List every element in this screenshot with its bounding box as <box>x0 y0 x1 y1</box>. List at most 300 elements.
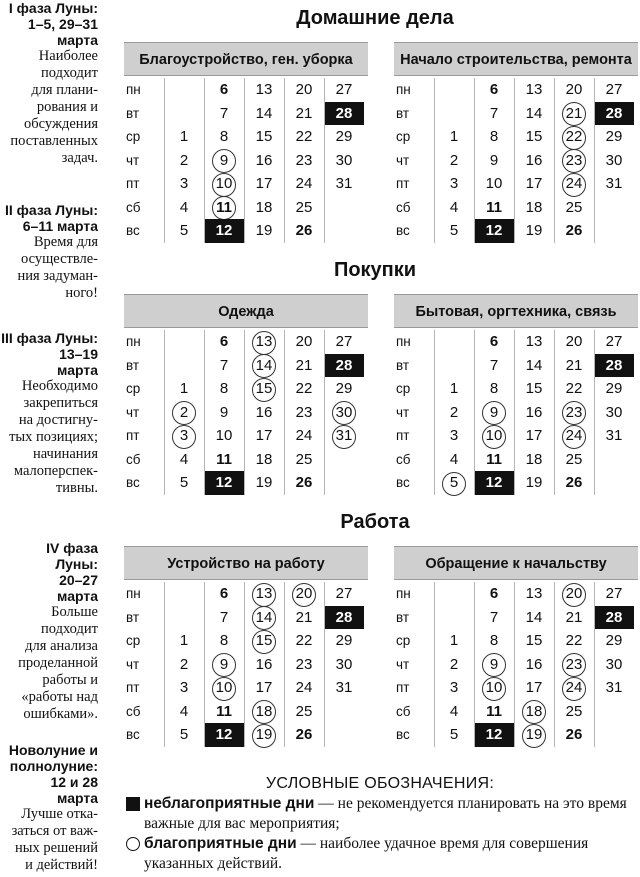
date-cell <box>324 219 364 243</box>
date-cell: 4 <box>449 702 459 720</box>
calendar-row <box>124 149 368 173</box>
date-cell: 22 <box>554 125 594 149</box>
date-cell: 2 <box>179 655 189 673</box>
date-cell: 8 <box>219 632 229 649</box>
moon-phase-block <box>0 0 98 167</box>
date-cell: 18 <box>255 198 273 216</box>
date-cell: 3 <box>449 427 459 444</box>
moon-phase-sidebar <box>0 0 98 877</box>
date-cell: 25 <box>565 450 583 468</box>
calendar-row <box>394 78 638 102</box>
weekday-label: чт <box>126 152 140 168</box>
weekday-label: ср <box>126 381 141 396</box>
weekday-label: пн <box>396 82 411 97</box>
date-cell: 31 <box>605 175 623 192</box>
date-cell: 31 <box>605 427 623 444</box>
date-cell: 20 <box>295 333 313 350</box>
section-title: Покупки <box>333 259 417 281</box>
weekday-label: ср <box>396 129 411 144</box>
date-cell: 23 <box>295 655 313 673</box>
date-cell: 3 <box>179 175 189 192</box>
date-cell: 24 <box>295 175 313 192</box>
date-cell: 15 <box>244 377 284 401</box>
moon-phase-text: Больше подходит для анализа проделанной работы и «работы над ошибками». <box>18 604 98 722</box>
moon-phase-block <box>0 742 98 874</box>
legend-desc: — наиболее удачное время для совершения указанных действий. <box>144 835 589 872</box>
weekday-label: вт <box>126 609 140 625</box>
date-cell: 14 <box>244 354 284 378</box>
date-cell <box>324 700 364 724</box>
date-cell: 13 <box>525 585 543 602</box>
date-cell: 9 <box>204 149 244 173</box>
date-cell: 20 <box>565 81 583 98</box>
date-cell: 8 <box>219 380 229 397</box>
weekday-label: чт <box>126 404 140 420</box>
calendar-header: Одежда <box>124 294 368 328</box>
legend-title: УСЛОВНЫЕ ОБОЗНАЧЕНИЯ: <box>265 775 495 792</box>
date-cell: 6 <box>219 585 229 602</box>
date-cell: 13 <box>525 333 543 350</box>
calendar-row <box>394 471 638 495</box>
moon-phase-text: Наиболее подходит для плани- рования и обсуждения поставленных задач. <box>10 48 98 166</box>
date-cell: 1 <box>179 632 189 649</box>
calendar-row <box>124 196 368 220</box>
calendar-header: Начало строительства, ремонта <box>394 42 638 76</box>
calendar-row <box>124 448 368 472</box>
date-cell: 27 <box>335 585 353 602</box>
calendar-table <box>124 294 368 495</box>
calendar-row <box>394 676 638 700</box>
date-cell: 26 <box>565 726 583 743</box>
date-cell: 2 <box>449 403 459 421</box>
calendar-table <box>394 42 638 243</box>
date-cell: 2 <box>449 655 459 673</box>
calendar-table <box>124 546 368 747</box>
date-cell: 9 <box>204 653 244 677</box>
date-cell: 8 <box>489 632 499 649</box>
date-cell: 23 <box>554 653 594 677</box>
date-cell <box>164 78 204 102</box>
date-cell: 30 <box>605 151 623 169</box>
weekday-label: чт <box>396 152 410 168</box>
date-cell: 9 <box>219 403 229 421</box>
calendar-header: Благоустройство, ген. уборка <box>124 42 368 76</box>
date-cell: 18 <box>255 450 273 468</box>
weekday-label: вс <box>126 475 140 490</box>
date-cell <box>434 582 474 606</box>
date-cell: 28 <box>324 102 364 126</box>
calendar-row <box>394 102 638 126</box>
date-cell <box>164 582 204 606</box>
weekday-label: вс <box>396 727 410 742</box>
calendar-row <box>124 676 368 700</box>
date-cell: 23 <box>554 401 594 425</box>
date-cell <box>594 196 634 220</box>
date-cell: 13 <box>244 330 284 354</box>
date-cell <box>164 606 204 630</box>
date-cell: 5 <box>179 222 189 239</box>
weekday-label: чт <box>396 656 410 672</box>
date-cell: 22 <box>295 128 313 145</box>
calendar-row <box>394 606 638 630</box>
calendar-row <box>394 377 638 401</box>
calendar-row <box>124 582 368 606</box>
date-cell: 25 <box>565 198 583 216</box>
date-cell: 25 <box>295 702 313 720</box>
date-cell: 26 <box>295 222 313 239</box>
date-cell <box>434 606 474 630</box>
calendar-row <box>124 172 368 196</box>
weekday-label: пт <box>396 428 410 443</box>
date-cell: 16 <box>255 655 273 673</box>
date-cell: 1 <box>449 128 459 145</box>
date-cell: 27 <box>335 333 353 350</box>
calendar-row <box>124 78 368 102</box>
date-cell: 10 <box>204 172 244 196</box>
calendar-row <box>124 653 368 677</box>
calendar-table <box>124 42 368 243</box>
date-cell: 26 <box>565 474 583 491</box>
calendar-row <box>124 723 368 747</box>
date-cell: 14 <box>525 104 543 122</box>
moon-phase-title: Новолуние и полнолуние: 12 и 28 марта <box>8 742 98 806</box>
date-cell: 16 <box>525 655 543 673</box>
calendar-row <box>394 401 638 425</box>
date-cell: 20 <box>565 333 583 350</box>
weekday-label: сб <box>396 451 411 467</box>
date-cell: 29 <box>335 632 353 649</box>
date-cell: 10 <box>485 175 503 192</box>
date-cell: 28 <box>594 102 634 126</box>
date-cell: 11 <box>216 450 232 468</box>
calendar-row <box>124 102 368 126</box>
calendar-row <box>394 629 638 653</box>
moon-phase-text: Необходимо закрепиться на достигну- тых позициях; начинания малоперспек- тивны. <box>9 378 98 496</box>
date-cell: 30 <box>335 655 353 673</box>
calendar-row <box>394 219 638 243</box>
date-cell: 25 <box>295 450 313 468</box>
date-cell: 24 <box>554 424 594 448</box>
date-cell: 26 <box>295 726 313 743</box>
date-cell: 6 <box>489 333 499 350</box>
weekday-label: пн <box>396 334 411 349</box>
weekday-label: пт <box>396 680 410 695</box>
weekday-label: сб <box>126 703 141 719</box>
date-cell: 20 <box>554 582 594 606</box>
weekday-label: сб <box>126 451 141 467</box>
date-cell: 23 <box>554 149 594 173</box>
date-cell: 12 <box>204 219 244 243</box>
calendar-row <box>124 424 368 448</box>
date-cell: 11 <box>216 702 232 720</box>
date-cell: 14 <box>525 356 543 374</box>
calendar-row <box>124 471 368 495</box>
weekday-label: ср <box>396 633 411 648</box>
date-cell: 17 <box>255 175 273 192</box>
date-cell: 30 <box>324 401 364 425</box>
weekday-label: ср <box>126 633 141 648</box>
calendar-row <box>394 448 638 472</box>
date-cell: 21 <box>554 102 594 126</box>
weekday-label: пн <box>126 82 141 97</box>
date-cell: 4 <box>449 198 459 216</box>
date-cell: 16 <box>255 403 273 421</box>
moon-phase-block <box>0 540 98 723</box>
date-cell: 3 <box>179 679 189 696</box>
date-cell: 6 <box>489 585 499 602</box>
calendar-row <box>124 606 368 630</box>
calendar-row <box>124 700 368 724</box>
moon-phase-title: IV фаза Луны: 20–27 марта <box>46 540 98 604</box>
date-cell <box>164 330 204 354</box>
date-cell: 30 <box>605 403 623 421</box>
date-cell: 17 <box>525 427 543 444</box>
date-cell: 29 <box>335 380 353 397</box>
date-cell: 25 <box>565 702 583 720</box>
weekday-label: вт <box>396 357 410 373</box>
date-cell: 7 <box>219 608 229 626</box>
date-cell: 12 <box>204 471 244 495</box>
weekday-label: сб <box>396 703 411 719</box>
calendar-row <box>394 653 638 677</box>
date-cell: 21 <box>565 608 583 626</box>
date-cell: 3 <box>449 679 459 696</box>
weekday-label: ср <box>396 381 411 396</box>
date-cell: 20 <box>295 81 313 98</box>
date-cell: 31 <box>335 679 353 696</box>
date-cell: 17 <box>255 427 273 444</box>
date-cell: 7 <box>489 104 499 122</box>
legend <box>124 774 636 874</box>
date-cell: 29 <box>335 128 353 145</box>
date-cell: 18 <box>525 450 543 468</box>
date-cell: 23 <box>295 151 313 169</box>
moon-phase-title: III фаза Луны: 13–19 марта <box>1 330 98 378</box>
date-cell: 11 <box>486 198 502 216</box>
date-cell: 26 <box>295 474 313 491</box>
legend-term: благоприятные дни <box>144 835 297 852</box>
weekday-label: пт <box>396 176 410 191</box>
date-cell: 8 <box>489 380 499 397</box>
weekday-label: вт <box>396 105 410 121</box>
date-cell: 9 <box>474 653 514 677</box>
date-cell: 27 <box>335 81 353 98</box>
date-cell: 23 <box>295 403 313 421</box>
date-cell: 15 <box>255 128 273 145</box>
date-cell: 4 <box>179 450 189 468</box>
date-cell: 24 <box>554 676 594 700</box>
date-cell: 28 <box>594 354 634 378</box>
section-title: Домашние дела <box>296 7 454 29</box>
weekday-label: вс <box>126 727 140 742</box>
calendar-header: Устройство на работу <box>124 546 368 580</box>
date-cell <box>434 78 474 102</box>
calendar-row <box>124 377 368 401</box>
calendar-row <box>394 582 638 606</box>
date-cell <box>324 471 364 495</box>
moon-phase-text: Лучше отка- заться от важ- ных решений и действий! <box>11 806 98 873</box>
date-cell <box>594 471 634 495</box>
weekday-label: вт <box>396 609 410 625</box>
date-cell: 22 <box>295 380 313 397</box>
date-cell: 7 <box>489 608 499 626</box>
date-cell: 15 <box>244 629 284 653</box>
date-cell <box>594 700 634 724</box>
date-cell: 9 <box>474 401 514 425</box>
date-cell: 3 <box>164 424 204 448</box>
section-title: Работа <box>340 511 410 533</box>
date-cell: 22 <box>295 632 313 649</box>
weekday-label: вт <box>126 357 140 373</box>
calendar-row <box>394 723 638 747</box>
date-cell <box>164 354 204 378</box>
date-cell: 10 <box>215 427 233 444</box>
date-cell: 5 <box>449 222 459 239</box>
date-cell: 19 <box>244 723 284 747</box>
date-cell <box>324 196 364 220</box>
date-cell: 15 <box>525 632 543 649</box>
date-cell: 22 <box>565 380 583 397</box>
weekday-label: вс <box>396 223 410 238</box>
date-cell: 3 <box>449 175 459 192</box>
date-cell: 21 <box>565 356 583 374</box>
date-cell: 14 <box>255 104 273 122</box>
date-cell <box>434 330 474 354</box>
weekday-label: вс <box>126 223 140 238</box>
moon-phase-block <box>0 202 98 302</box>
calendar-row <box>394 700 638 724</box>
calendar-row <box>394 330 638 354</box>
date-cell: 5 <box>449 726 459 743</box>
date-cell: 7 <box>489 356 499 374</box>
date-cell: 10 <box>474 676 514 700</box>
legend-desc: — не рекомендуется планировать на это время важные для вас мероприятия; <box>144 795 627 832</box>
calendar-row <box>124 125 368 149</box>
date-cell: 21 <box>295 608 313 626</box>
date-cell <box>594 219 634 243</box>
date-cell <box>324 723 364 747</box>
weekday-label: сб <box>126 199 141 215</box>
calendar-header: Бытовая, оргтехника, связь <box>394 294 638 328</box>
date-cell: 12 <box>474 219 514 243</box>
date-cell: 19 <box>255 474 273 491</box>
legend-item-favorable <box>124 834 636 874</box>
calendar-row <box>124 401 368 425</box>
calendar-row <box>394 172 638 196</box>
weekday-label: вт <box>126 105 140 121</box>
date-cell: 19 <box>255 222 273 239</box>
calendar-row <box>394 149 638 173</box>
date-cell: 1 <box>179 128 189 145</box>
calendar-row <box>394 196 638 220</box>
weekday-label: пн <box>396 586 411 601</box>
date-cell <box>324 448 364 472</box>
weekday-label: пт <box>126 176 140 191</box>
date-cell <box>164 102 204 126</box>
circle-icon <box>126 837 140 851</box>
date-cell: 19 <box>525 222 543 239</box>
date-cell: 8 <box>219 128 229 145</box>
date-cell: 24 <box>295 679 313 696</box>
date-cell: 4 <box>179 198 189 216</box>
date-cell: 2 <box>449 151 459 169</box>
date-cell: 29 <box>605 632 623 649</box>
date-cell: 15 <box>525 380 543 397</box>
date-cell: 21 <box>295 356 313 374</box>
date-cell: 13 <box>244 582 284 606</box>
date-cell: 27 <box>605 585 623 602</box>
date-cell: 1 <box>179 380 189 397</box>
date-cell: 24 <box>554 172 594 196</box>
date-cell: 19 <box>514 723 554 747</box>
date-cell: 30 <box>335 151 353 169</box>
date-cell: 11 <box>486 450 502 468</box>
calendar-row <box>394 424 638 448</box>
date-cell: 18 <box>514 700 554 724</box>
weekday-label: пт <box>126 680 140 695</box>
date-cell: 29 <box>605 128 623 145</box>
date-cell: 31 <box>324 424 364 448</box>
calendar-row <box>124 219 368 243</box>
date-cell: 15 <box>525 128 543 145</box>
date-cell: 27 <box>605 333 623 350</box>
date-cell: 28 <box>324 606 364 630</box>
date-cell: 17 <box>525 679 543 696</box>
date-cell: 27 <box>605 81 623 98</box>
date-cell: 18 <box>525 198 543 216</box>
date-cell: 28 <box>594 606 634 630</box>
date-cell: 13 <box>255 81 273 98</box>
date-cell: 29 <box>605 380 623 397</box>
weekday-label: пн <box>126 334 141 349</box>
date-cell: 6 <box>489 81 499 98</box>
date-cell: 1 <box>449 632 459 649</box>
calendar-row <box>394 354 638 378</box>
date-cell: 6 <box>219 81 229 98</box>
date-cell: 4 <box>449 450 459 468</box>
moon-phase-text: Время для осуществле- ния задуман- ного! <box>17 234 98 301</box>
weekday-label: сб <box>396 199 411 215</box>
calendar-header: Обращение к начальству <box>394 546 638 580</box>
moon-phase-title: II фаза Луны: 6–11 марта <box>4 202 98 234</box>
date-cell: 6 <box>219 333 229 350</box>
legend-item-unfavorable <box>124 794 636 834</box>
date-cell: 13 <box>525 81 543 98</box>
date-cell: 10 <box>474 424 514 448</box>
date-cell: 25 <box>295 198 313 216</box>
date-cell: 30 <box>605 655 623 673</box>
date-cell: 16 <box>255 151 273 169</box>
date-cell: 12 <box>474 723 514 747</box>
black-square-icon <box>126 797 140 811</box>
date-cell: 7 <box>219 104 229 122</box>
date-cell: 22 <box>565 632 583 649</box>
date-cell: 1 <box>449 380 459 397</box>
date-cell: 9 <box>489 151 499 169</box>
date-cell <box>434 354 474 378</box>
date-cell: 28 <box>324 354 364 378</box>
date-cell: 14 <box>244 606 284 630</box>
date-cell: 10 <box>204 676 244 700</box>
weekday-label: вс <box>396 475 410 490</box>
date-cell: 5 <box>179 474 189 491</box>
legend-term: неблагоприятные дни <box>144 795 315 812</box>
weekday-label: пн <box>126 586 141 601</box>
calendar-table <box>394 294 638 495</box>
date-cell: 4 <box>179 702 189 720</box>
date-cell: 11 <box>204 196 244 220</box>
date-cell: 31 <box>335 175 353 192</box>
